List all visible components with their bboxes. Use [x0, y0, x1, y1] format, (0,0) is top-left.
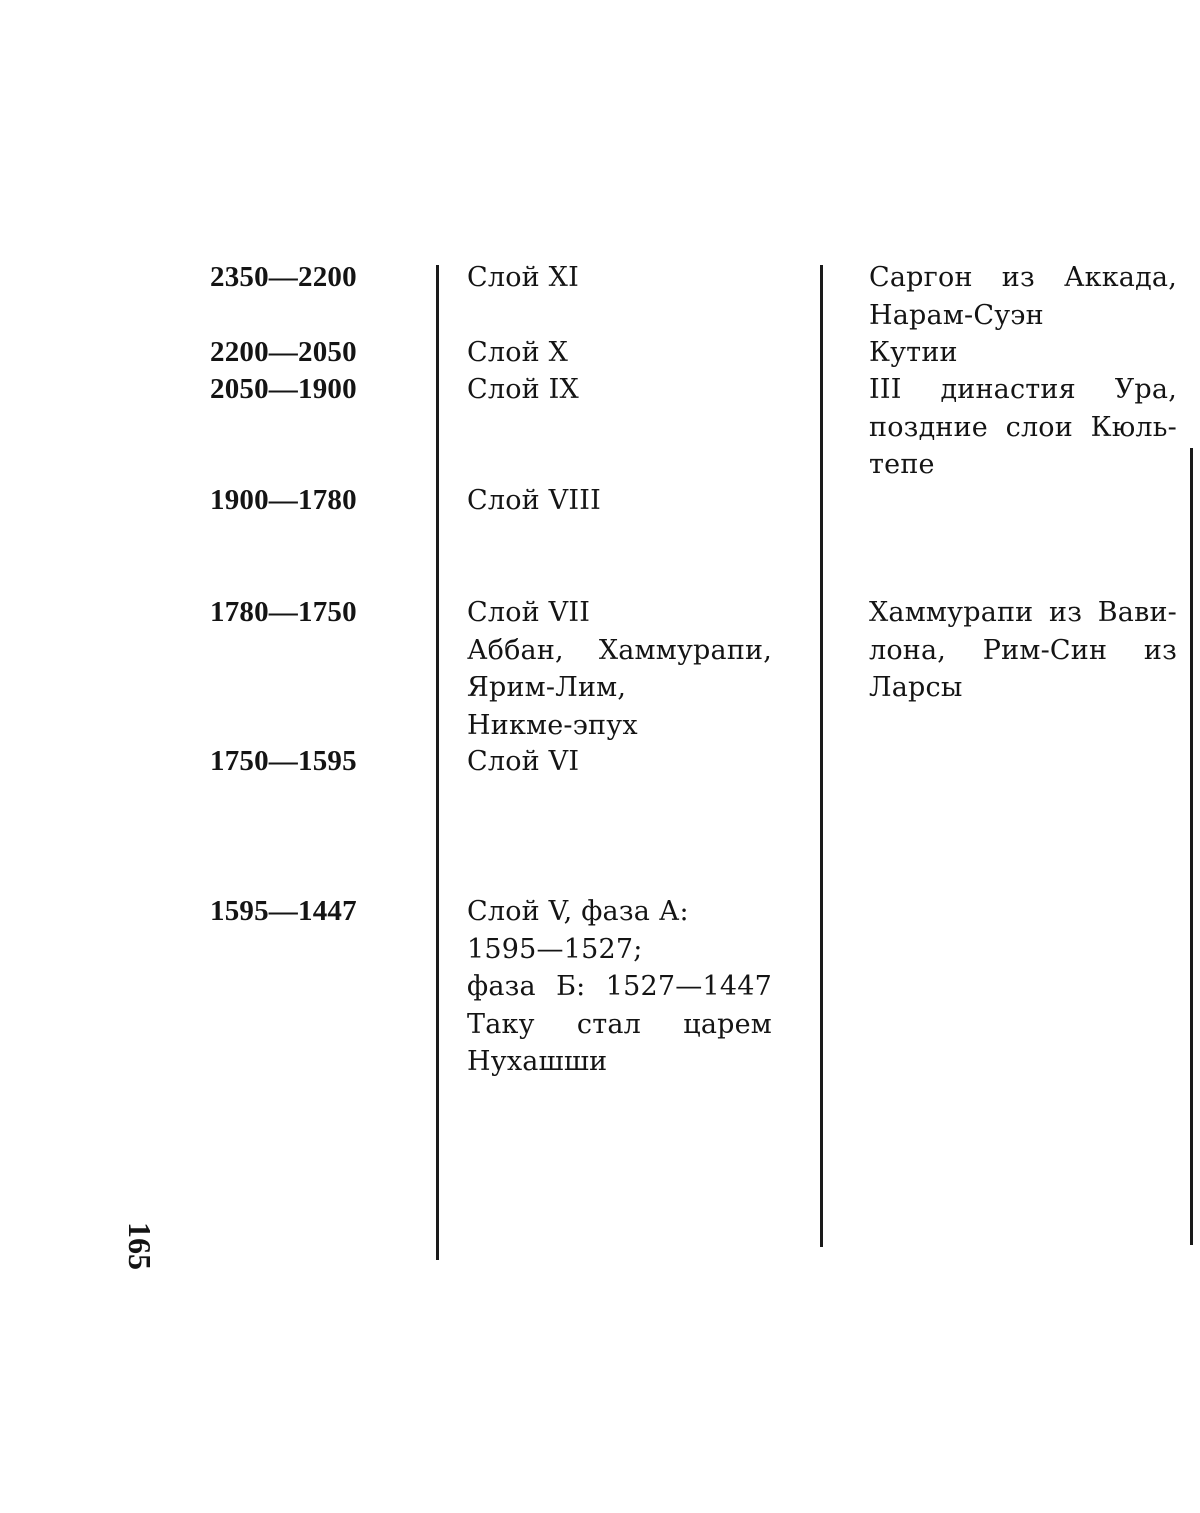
layer-line: Слой VII: [467, 597, 591, 628]
date-cell: 1780—1750: [210, 596, 357, 628]
events-line: Саргон из Аккада,: [869, 262, 1177, 293]
page-number: 165: [122, 1222, 158, 1270]
layer-cell: [467, 893, 772, 1081]
layer-line: Таку стал царем: [467, 1008, 772, 1040]
layer-cell: [467, 482, 772, 520]
layer-cell: [467, 334, 772, 372]
date-cell: 1595—1447: [210, 895, 357, 927]
date-cell: 2200—2050: [210, 336, 357, 368]
layer-line: фаза Б: 1527—1447: [467, 971, 772, 1002]
events-line: Хаммурапи из Вави-: [869, 597, 1177, 628]
events-line: Нарам-Суэн: [869, 299, 1044, 331]
layer-line: Слой XI: [467, 262, 579, 293]
layer-line: Слой VIII: [467, 485, 601, 516]
layer-line: Слой V, фаза А:: [467, 896, 689, 927]
events-cell: [869, 334, 1177, 372]
events-line: III династия Ура,: [869, 374, 1177, 405]
column-divider-middle: [820, 265, 823, 1247]
events-cell: [869, 259, 1177, 334]
events-line: поздние слои Кюль-: [869, 411, 1177, 443]
events-line: лона, Рим-Син из: [869, 634, 1177, 666]
layer-line: Слой X: [467, 337, 569, 368]
events-line: Ларсы: [869, 672, 963, 703]
events-line: Кутии: [869, 337, 958, 368]
layer-line: Никме-эпух: [467, 709, 638, 741]
events-cell: [869, 594, 1177, 707]
layer-line: Нухашши: [467, 1046, 608, 1077]
column-divider-right: [1190, 448, 1193, 1245]
layer-cell: [467, 594, 772, 744]
events-cell: [869, 371, 1177, 484]
layer-line: Аббан, Хаммурапи,: [467, 634, 772, 666]
layer-line: Слой VI: [467, 746, 580, 777]
layer-cell: [467, 371, 772, 409]
date-cell: 1900—1780: [210, 484, 357, 516]
date-cell: 1750—1595: [210, 745, 357, 777]
layer-line: 1595—1527;: [467, 933, 643, 965]
date-cell: 2350—2200: [210, 261, 357, 293]
date-cell: 2050—1900: [210, 373, 357, 405]
events-line: тепе: [869, 449, 935, 480]
layer-line: Слой IX: [467, 374, 579, 405]
layer-line: Ярим-Лим,: [467, 672, 627, 703]
layer-cell: [467, 743, 772, 781]
column-divider-left: [436, 265, 439, 1260]
layer-cell: [467, 259, 772, 297]
